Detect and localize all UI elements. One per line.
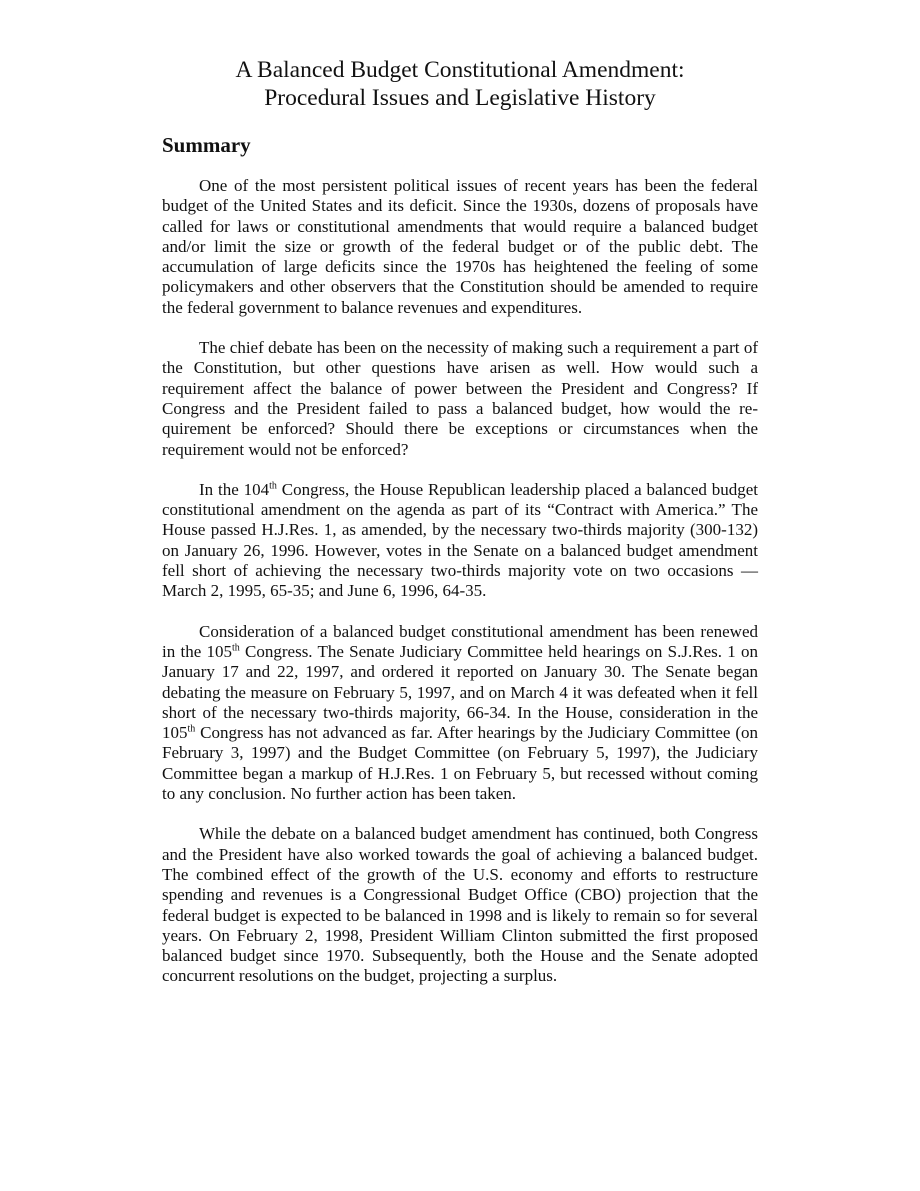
ordinal-suffix: th [269, 480, 277, 492]
paragraph-3-part-a: In the 104 [199, 479, 270, 499]
ordinal-suffix: th [232, 642, 240, 654]
title-line-1: A Balanced Budget Constitutional Amendment: [235, 57, 685, 83]
title-line-2: Procedural Issues and Legislative History [264, 85, 656, 111]
paragraph-3 [162, 480, 758, 602]
paragraph-2: The chief debate has been on the necessity of making such a requirement a part of the Constitution, but other questions have arisen as well. How would such a requirement affect the balance of power between the President and Congress? If Congress and the President failed to pass a balanced budget, how would the requirement be enforced? Should there be exceptions or circumstances when the requirement would not be enforced? [162, 338, 758, 459]
paragraph-4-part-b: Congress. The Senate Judiciary Committee held hearings on S.J.Res. 1 on January 17 and 22, 1997, and ordered it reported on January 30. The Senate began debating the measure on February 5, 1997, and on March 4 it was defeated when it fell short of the necessary two-thirds majority, 66-34. In the House, consideration in the 105 [162, 641, 758, 743]
document-title [162, 56, 758, 112]
paragraph-1: One of the most persistent political issues of recent years has been the federal budget of the United States and its deficit. Since the 1930s, dozens of proposals have called for laws or constitutional amendments that would require a balanced budget and/or limit the size or growth of the federal budget or of the public debt. The accumulation of large deficits since the 1970s has heightened the feeling of some policymakers and other observers that the Constitution should be amended to require the federal government to balance revenues and expenditures. [162, 176, 758, 317]
document-page [162, 56, 758, 1007]
summary-heading: Summary [162, 133, 251, 157]
paragraph-4-part-c: Congress has not advanced as far. After hearings by the Judiciary Committee (on February 3, 1997) and the Budget Committee (on February 5, 1997), the Judiciary Committee began a markup of H.J.Res. 1 on February 5, but recessed without coming to any conclusion. No further action has been taken. [162, 723, 758, 804]
ordinal-suffix: th [187, 723, 196, 735]
paragraph-4-part-a: Consideration of a balanced budget constitutional amendment has been renewed in the 105 [162, 621, 758, 661]
paragraph-5: While the debate on a balanced budget amendment has continued, both Congress and the President have also worked towards the goal of achieving a balanced budget. The combined effect of the growth of the U.S. economy and efforts to restructure spending and revenues is a Congressional Budget Office (CBO) projection that the federal budget is expected to be balanced in 1998 and is likely to remain so for several years. On February 2, 1998, President William Clinton submitted the first proposed balanced budget since 1970. Subsequently, both the House and the Senate adopted concurrent resolutions on the budget, projecting a surplus. [162, 824, 758, 986]
paragraph-4 [162, 622, 758, 805]
paragraph-3-part-b: Congress, the House Republican leadership placed a balanced budget constitutional amendment on the agenda as part of its “Contract with America.” The House passed H.J.Res. 1, as amended, by the necessary two-thirds majority (300-132) on January 26, 1996. However, votes in the Senate on a balanced budget amendment fell short of achieving the necessary two-thirds majority vote on two occasions — March 2, 1995, 65-35; and June 6, 1996, 64-35. [162, 479, 758, 601]
